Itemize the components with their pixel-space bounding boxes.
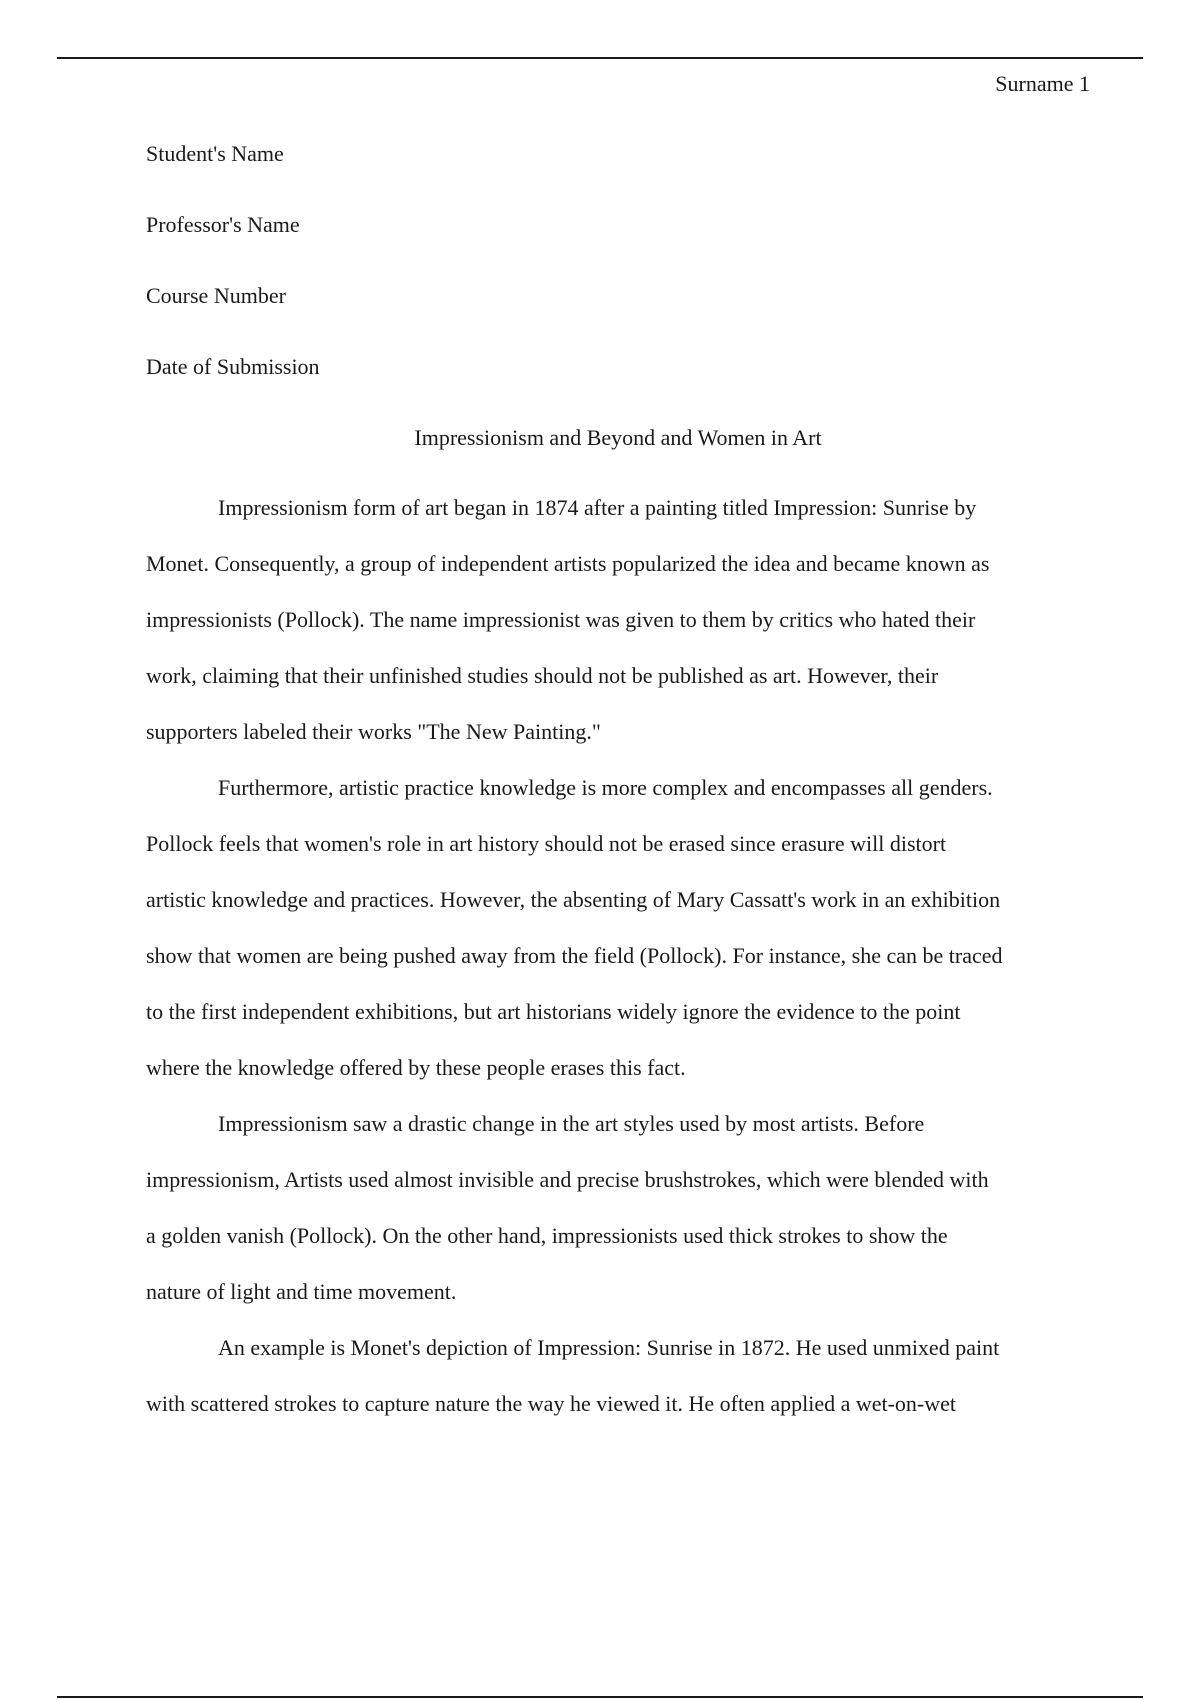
paragraph-line: a golden vanish (Pollock). On the other hand, impressionists used thick strokes to show the: [146, 1223, 948, 1248]
paragraph-line: show that women are being pushed away from the field (Pollock). For instance, she can be traced: [146, 943, 1003, 968]
paragraph-line: work, claiming that their unfinished studies should not be published as art. However, their: [146, 663, 939, 688]
paragraph-line: Monet. Consequently, a group of independent artists popularized the idea and became known as: [146, 551, 990, 576]
paragraph-line: supporters labeled their works "The New Painting.": [146, 719, 601, 744]
submission-date: Date of Submission: [146, 354, 320, 379]
paragraph-line: Pollock feels that women's role in art history should not be erased since erasure will distort: [146, 831, 947, 856]
paragraph-3: [146, 1096, 1090, 1320]
page-top-rule: [57, 57, 1143, 59]
essay-body: [146, 480, 1090, 1432]
paragraph-line: artistic knowledge and practices. However, the absenting of Mary Cassatt's work in an exhibition: [146, 887, 1001, 912]
paragraph-1: [146, 480, 1090, 760]
essay-title: Impressionism and Beyond and Women in Art: [414, 425, 822, 450]
running-head: Surname 1: [995, 71, 1090, 96]
paragraph-line: An example is Monet's depiction of Impression: Sunrise in 1872. He used unmixed paint: [218, 1335, 1000, 1360]
mla-heading-block: [146, 140, 1090, 424]
paragraph-line: with scattered strokes to capture nature the way he viewed it. He often applied a wet-on-wet: [146, 1391, 957, 1416]
paragraph-line: to the first independent exhibitions, but art historians widely ignore the evidence to the point: [146, 999, 961, 1024]
paragraph-line: where the knowledge offered by these people erases this fact.: [146, 1055, 686, 1080]
professor-name: Professor's Name: [146, 212, 300, 237]
document-page: [146, 70, 1090, 1432]
student-name: Student's Name: [146, 141, 284, 166]
paragraph-4: [146, 1320, 1090, 1432]
paragraph-line: Impressionism form of art began in 1874 after a painting titled Impression: Sunrise by: [218, 495, 977, 520]
paragraph-line: impressionists (Pollock). The name impressionist was given to them by critics who hated their: [146, 607, 976, 632]
paragraph-line: impressionism, Artists used almost invisible and precise brushstrokes, which were blended with: [146, 1167, 989, 1192]
paragraph-line: Furthermore, artistic practice knowledge is more complex and encompasses all genders.: [218, 775, 993, 800]
paragraph-2: [146, 760, 1090, 1096]
page-bottom-rule: [57, 1696, 1143, 1698]
paragraph-line: Impressionism saw a drastic change in the art styles used by most artists. Before: [218, 1111, 925, 1136]
course-number: Course Number: [146, 283, 286, 308]
paragraph-line: nature of light and time movement.: [146, 1279, 457, 1304]
